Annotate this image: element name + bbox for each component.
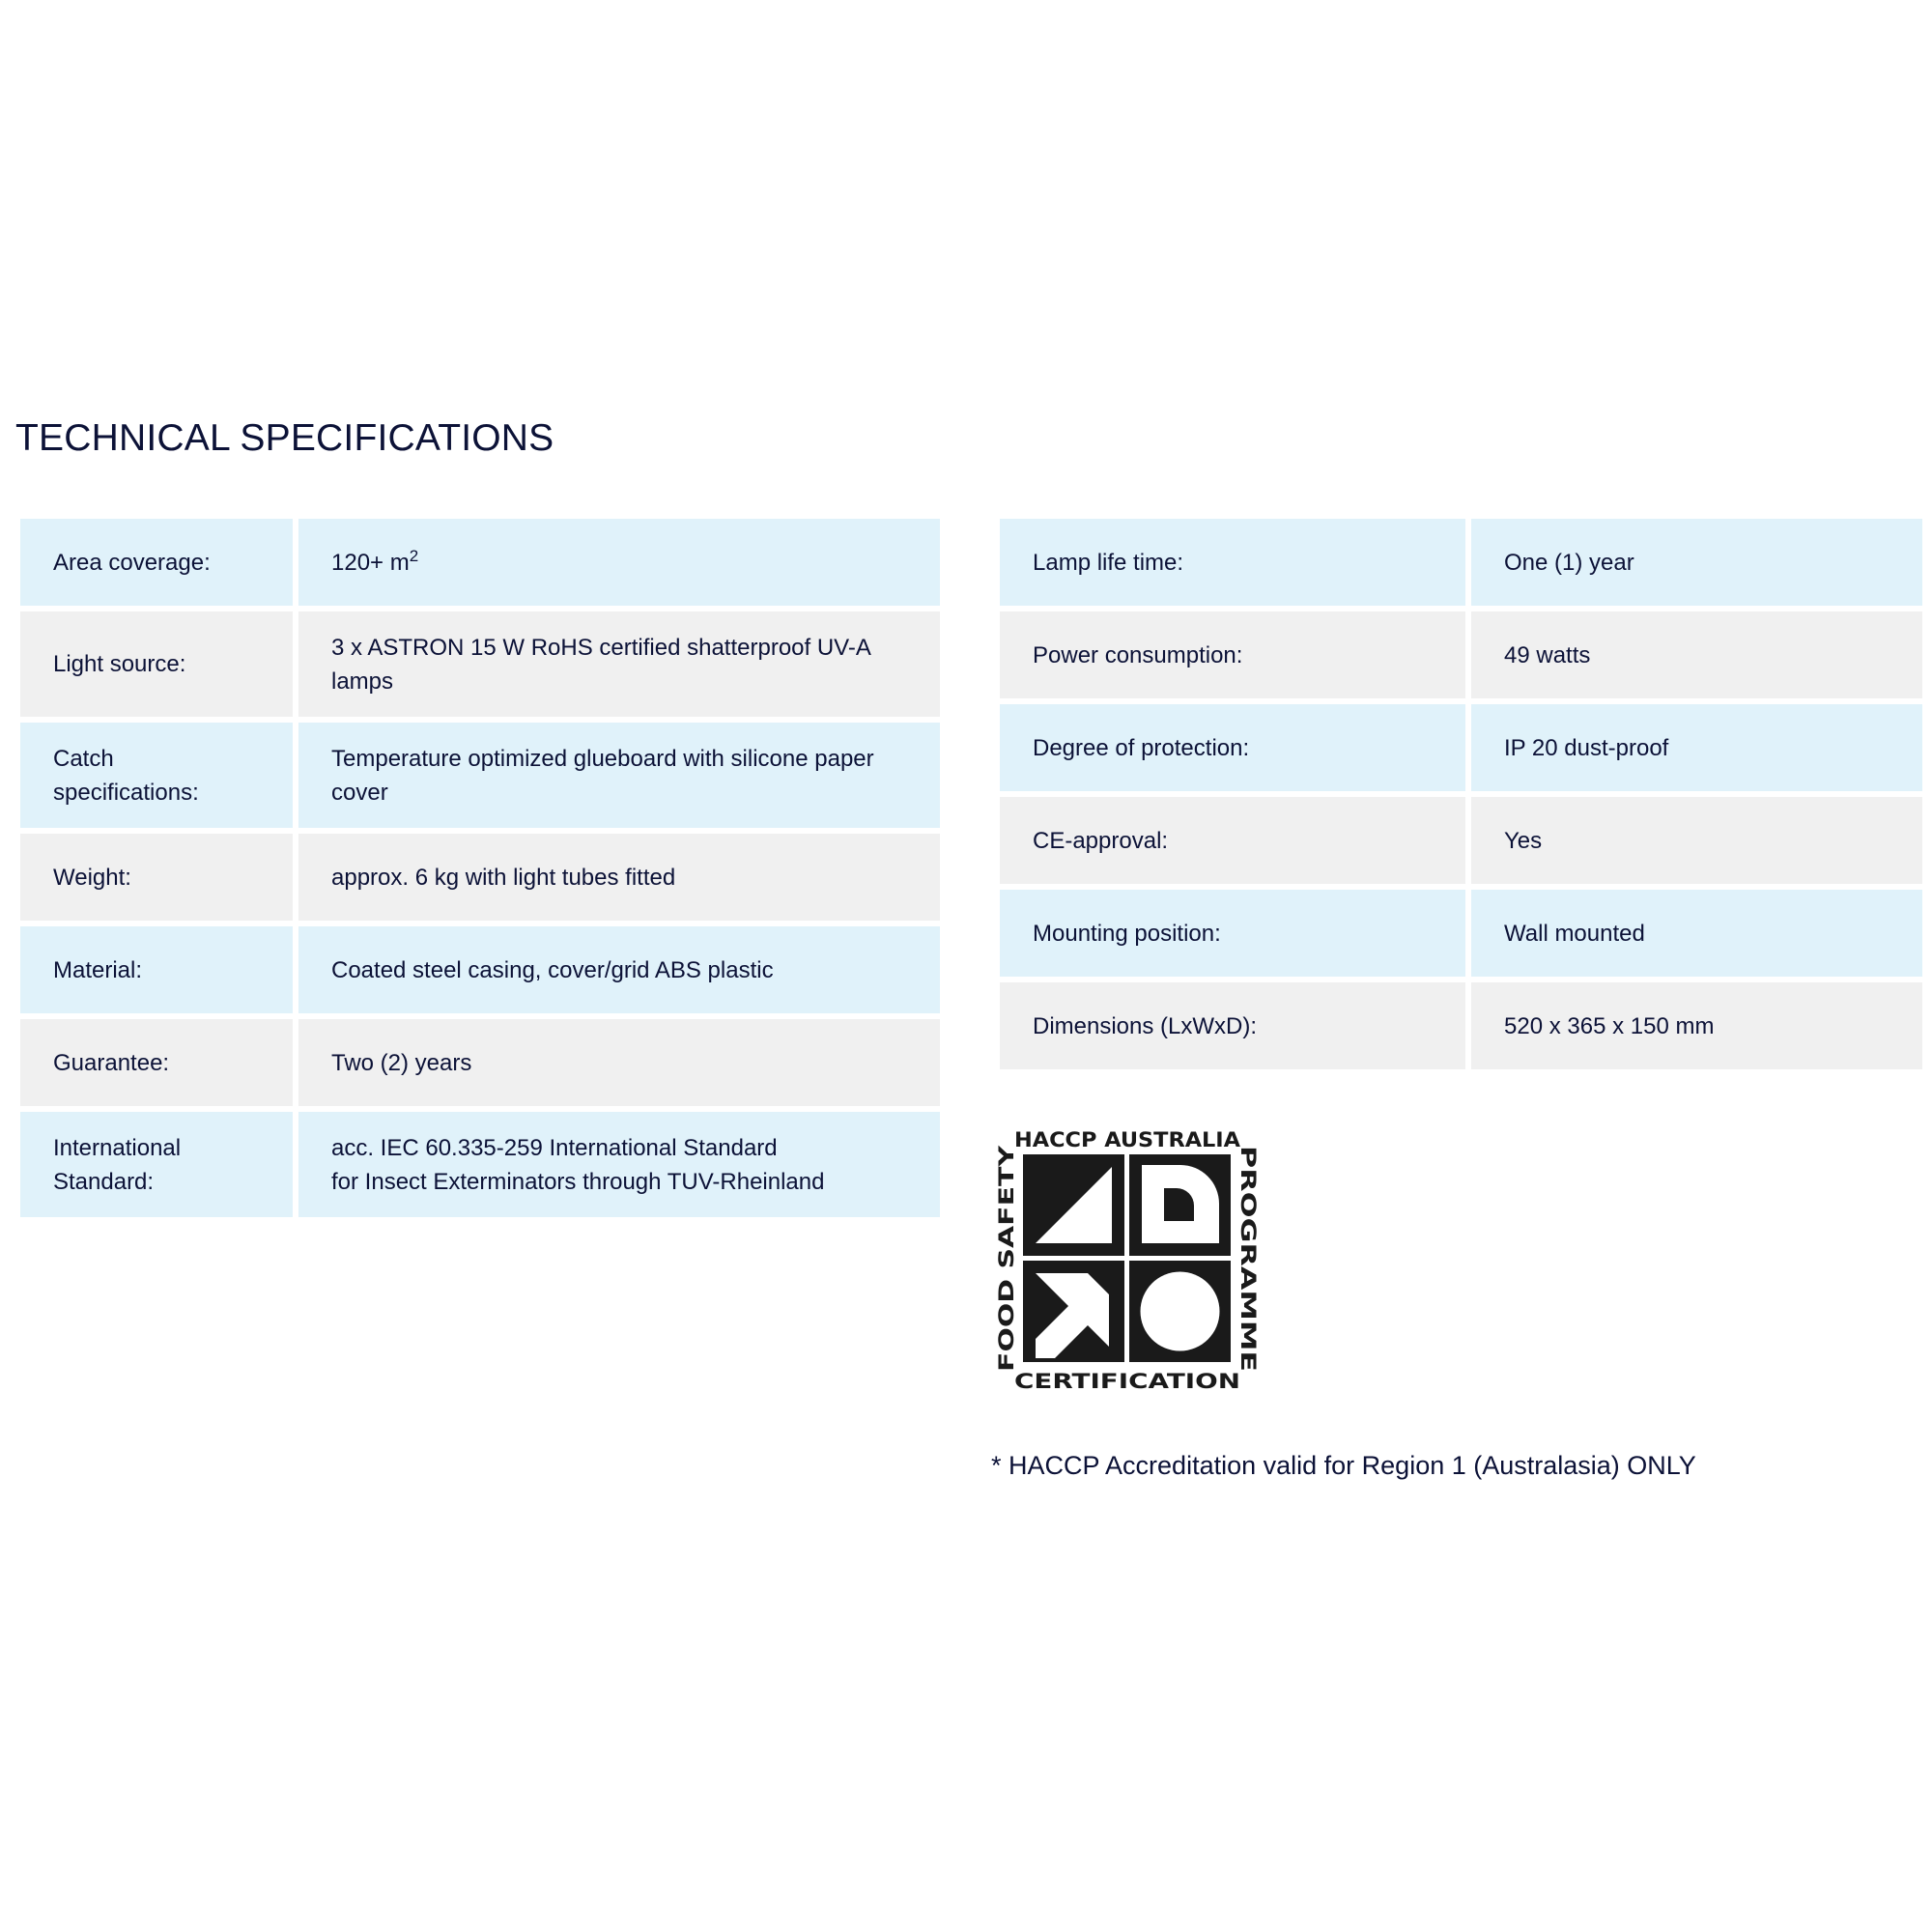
spec-value: 520 x 365 x 150 mm (1471, 982, 1922, 1069)
spec-value: Yes (1471, 797, 1922, 884)
table-row (1000, 704, 1922, 791)
spec-label: Light source: (20, 611, 293, 717)
superscript: 2 (409, 546, 419, 565)
spec-label: International Standard: (20, 1112, 293, 1217)
spec-table-left (14, 513, 946, 1223)
logo-text-right: PROGRAMME (1236, 1146, 1260, 1296)
table-row (20, 834, 940, 921)
spec-value: 3 x ASTRON 15 W RoHS certified shatterproof UV-A lamps (298, 611, 940, 717)
spec-value: One (1) year (1471, 519, 1922, 606)
spec-label: Degree of protection: (1000, 704, 1465, 791)
spec-label: Weight: (20, 834, 293, 921)
table-row (1000, 890, 1922, 977)
table-row (20, 611, 940, 717)
logo-text-top: HACCP AUSTRALIA (1014, 1128, 1241, 1151)
haccp-footnote: * HACCP Accreditation valid for Region 1 (Australasia) ONLY (991, 1451, 1696, 1480)
spec-label: Mounting position: (1000, 890, 1465, 977)
spec-value (298, 1112, 940, 1217)
table-row (20, 1019, 940, 1106)
circle-icon (1141, 1272, 1220, 1351)
table-row (1000, 797, 1922, 884)
table-row (20, 926, 940, 1013)
spec-value: Wall mounted (1471, 890, 1922, 977)
spec-value: Two (2) years (298, 1019, 940, 1106)
haccp-certification-logo (987, 1119, 1267, 1399)
spec-value: Temperature optimized glueboard with silicone paper cover (298, 723, 940, 828)
spec-label: Dimensions (LxWxD): (1000, 982, 1465, 1069)
logo-text-left: FOOD SAFETY (995, 1212, 1018, 1372)
table-row (20, 723, 940, 828)
spec-value-line: for Insect Exterminators through TUV-Rheinland (331, 1168, 825, 1195)
spec-value: approx. 6 kg with light tubes fitted (298, 834, 940, 921)
spec-value: Coated steel casing, cover/grid ABS plastic (298, 926, 940, 1013)
page-title: TECHNICAL SPECIFICATIONS (15, 417, 554, 459)
spec-value (298, 519, 940, 606)
spec-label: Guarantee: (20, 1019, 293, 1106)
logo-text-bottom: CERTIFICATION (1014, 1370, 1240, 1393)
table-row (1000, 611, 1922, 698)
spec-value: IP 20 dust-proof (1471, 704, 1922, 791)
spec-label: CE-approval: (1000, 797, 1465, 884)
spec-value: 49 watts (1471, 611, 1922, 698)
spec-value-line: acc. IEC 60.335-259 International Standard (331, 1134, 778, 1161)
spec-label: Lamp life time: (1000, 519, 1465, 606)
spec-label: Material: (20, 926, 293, 1013)
table-row (20, 1112, 940, 1217)
spec-value-text: 120+ m (331, 549, 410, 576)
table-row (1000, 982, 1922, 1069)
table-row (1000, 519, 1922, 606)
spec-table-right (994, 513, 1928, 1075)
spec-label: Area coverage: (20, 519, 293, 606)
spec-label: Catch specifications: (20, 723, 293, 828)
spec-label: Power consumption: (1000, 611, 1465, 698)
table-row (20, 519, 940, 606)
